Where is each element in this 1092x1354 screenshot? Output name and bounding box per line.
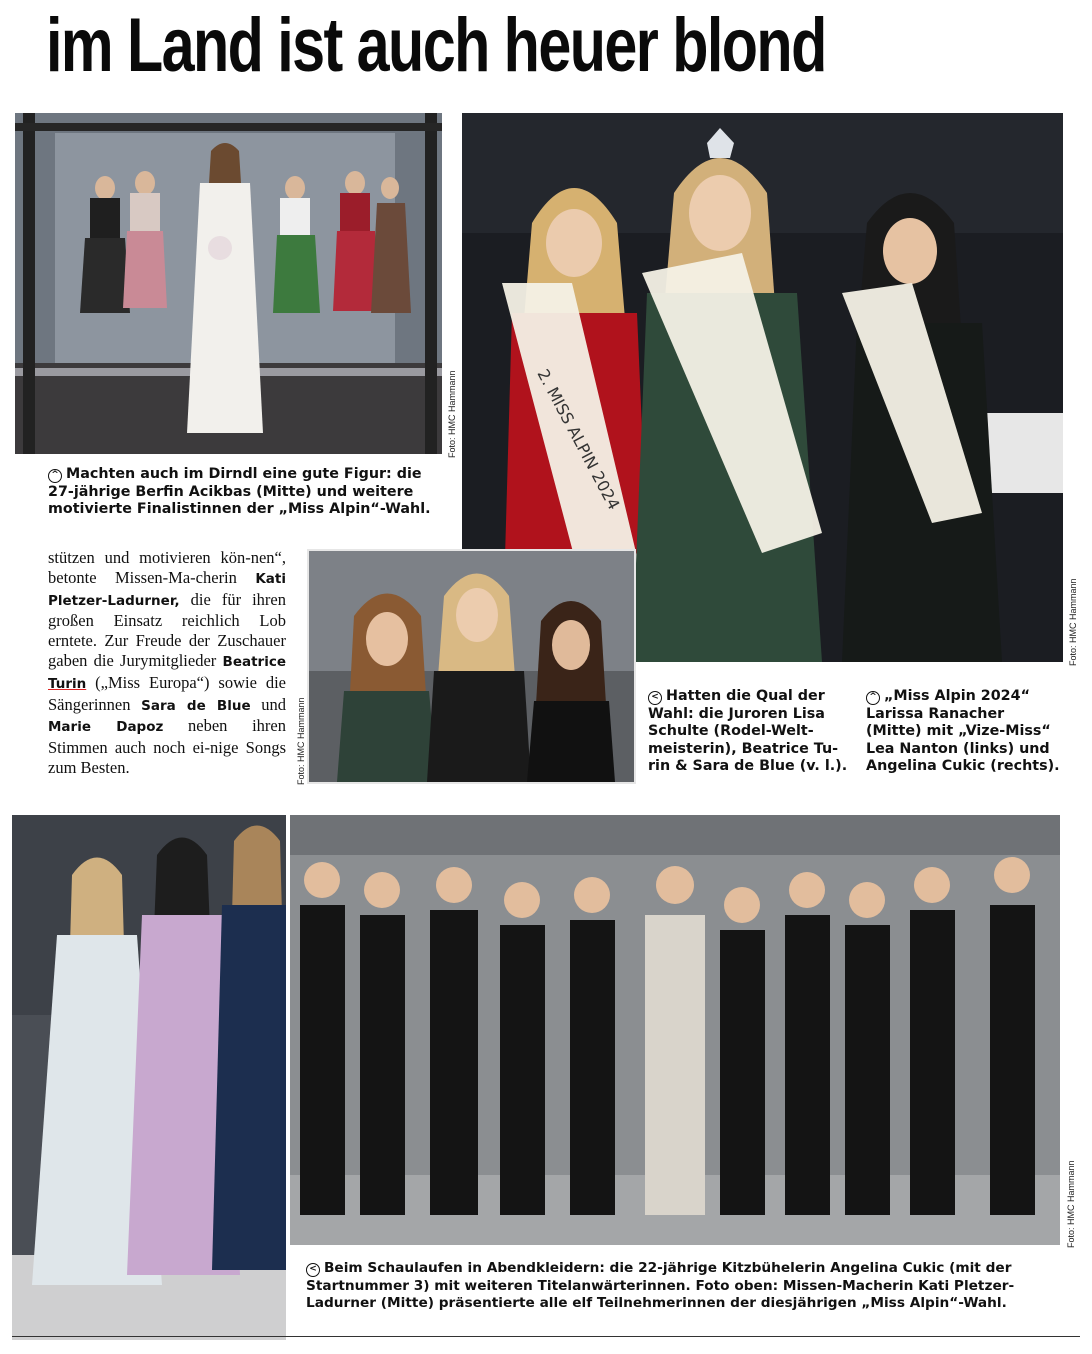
photo-credit: Foto: HMC Hammann [447, 370, 457, 458]
photo-group [290, 815, 1060, 1245]
headline: im Land ist auch heuer blond [46, 3, 826, 88]
caption-winners: ^ „Miss Alpin 2024“ Larissa Ranacher (Mitte) mit „Vize-Miss“ Lea Nanton (links) und Angelina Cukic (rechts). [866, 688, 1060, 774]
photo-credit: Foto: HMC Hammann [296, 697, 306, 785]
caption-jury: < Hatten die Qual der Wahl: die Juroren Lisa Schulte (Rodel-Welt- meisterin), Beatrice Tu- rin & Sara de Blue (v. l.). [648, 688, 848, 774]
arrow-up-icon: ^ [866, 691, 880, 705]
photo-jury [307, 549, 636, 784]
article-body: stützen und motivieren kön-nen“, betonte Missen-Ma-cherin Kati Pletzer-Ladurner, die für ihren großen Einsatz reichlich Lob erntete. Zur Freude der Zuschauer gaben die Jurymitglieder Beatrice Turin („Miss Europa“) sowie die Sängerinnen Sara de Blue und Marie Dapoz neben ihren Stimmen auch noch ei-nige Songs zum Besten. [48, 548, 286, 777]
photo-credit: Foto: HMC Hammann [1066, 1160, 1076, 1248]
arrow-up-icon: ^ [48, 469, 62, 483]
bottom-rule [12, 1336, 1080, 1337]
caption-dirndl: ^ Machten auch im Dirndl eine gute Figur: die 27-jährige Berfin Acikbas (Mitte) und weitere motivierte Finalistinnen der „Miss Alpin“-Wahl. [48, 466, 431, 517]
photo-evening-gowns [12, 815, 286, 1340]
arrow-left-icon: < [306, 1263, 320, 1277]
photo-dirndl-stage [15, 113, 442, 454]
photo-credit: Foto: HMC Hammann [1068, 578, 1078, 666]
arrow-left-icon: < [648, 691, 662, 705]
sash-text: 2. MISS ALPIN 2024 [533, 365, 624, 513]
caption-group: < Beim Schaulaufen in Abendkleidern: die 22-jährige Kitzbühelerin Angelina Cukic (mit der Startnummer 3) mit weiteren Titelanwärterinnen. Foto oben: Missen-Macherin Kati Pletzer- Ladurner (Mitte) präsentierte alle elf Teilnehmerinnen der diesjährigen „Miss Alpin“-Wahl. [306, 1260, 1015, 1311]
